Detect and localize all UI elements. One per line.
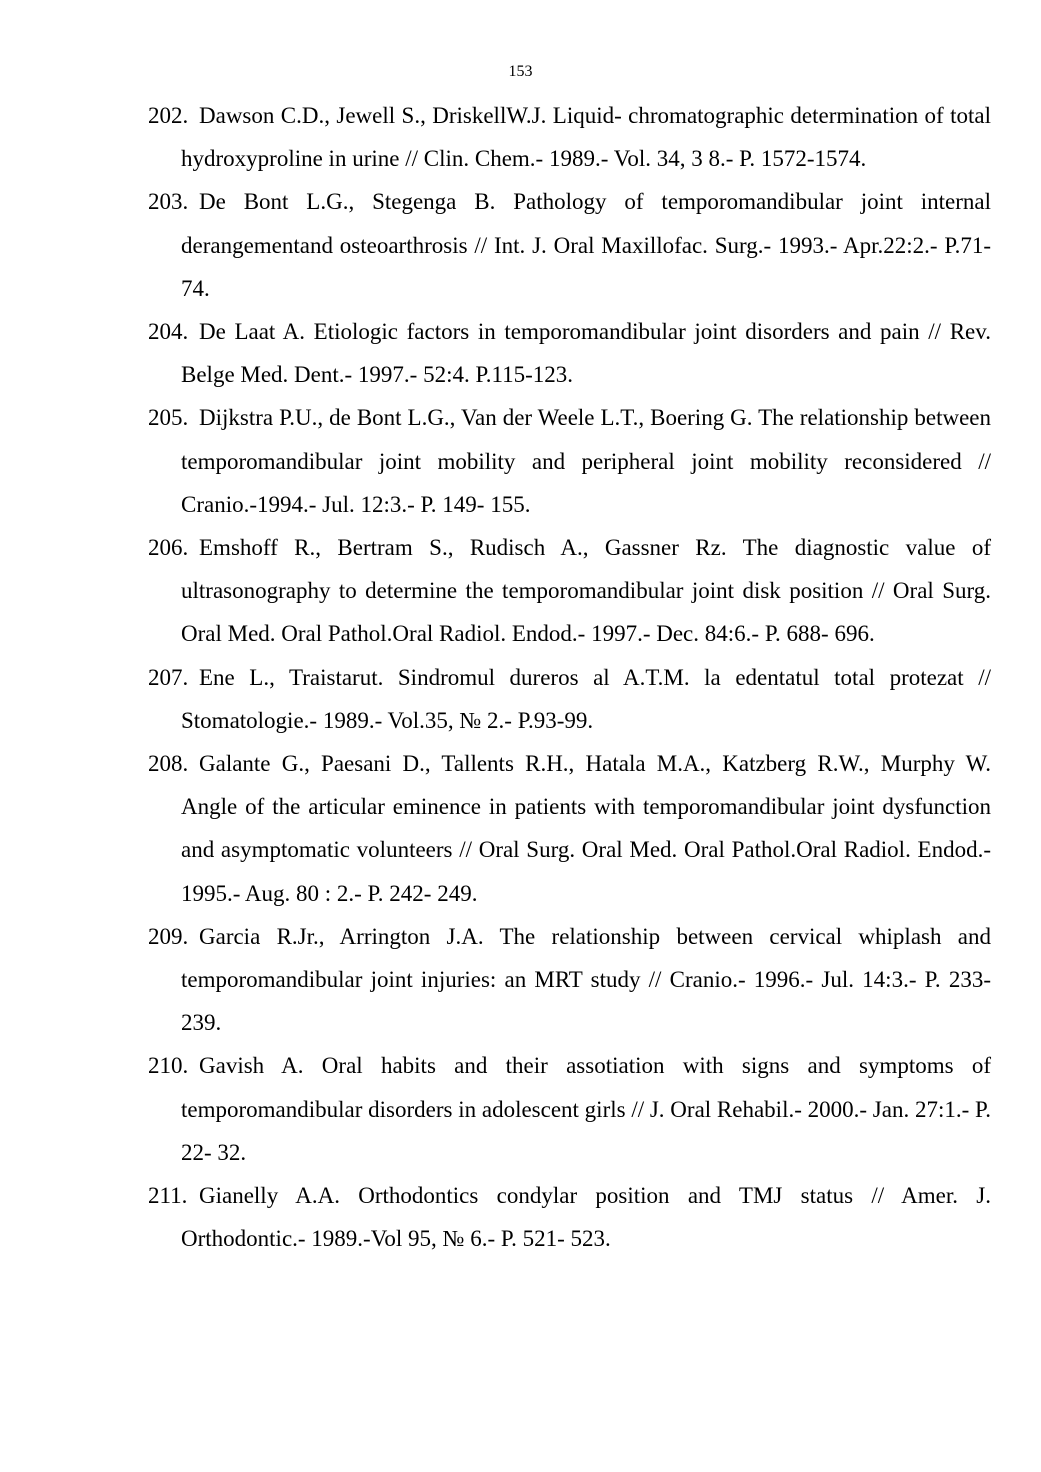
reference-number: 208. [148,751,189,777]
reference-item [148,656,991,742]
reference-item [148,1044,991,1174]
reference-number: 207. [148,664,189,690]
reference-text: Gianelly A.A. Orthodontics condylar position and TMJ status // Amer. J. Orthodontic.- 1989.-Vol 95, № 6.- P. 521- 523. [181,1183,991,1252]
reference-list [148,94,991,1260]
reference-text: Dawson C.D., Jewell S., DriskellW.J. Liquid- chromatographic determination of total hydroxyproline in urine // Clin. Chem.- 1989.- Vol. 34, 3 8.- P. 1572-1574. [181,103,991,172]
reference-text: Galante G., Paesani D., Tallents R.H., Hatala M.A., Katzberg R.W., Murphy W. Angle of the articular eminence in patients with temporomandibular joint dysfunction and asymptomatic volunteers // Oral Surg. Oral Med. Oral Pathol.Oral Radiol. Endod.- 1995.- Aug. 80 : 2.- P. 242- 249. [181,751,991,906]
reference-number: 205. [148,405,189,431]
reference-number: 202. [148,103,189,128]
reference-number: 209. [148,923,189,949]
reference-text: Garcia R.Jr., Arrington J.A. The relationship between cervical whiplash and temporomandibular joint injuries: an MRT study // Cranio.- 1996.- Jul. 14:3.- P. 233-239. [181,923,991,1036]
reference-item [148,526,991,656]
reference-text: Dijkstra P.U., de Bont L.G., Van der Weele L.T., Boering G. The relationship between temporomandibular joint mobility and peripheral joint mobility reconsidered // Cranio.-1994.- Jul. 12:3.- P. 149- 155. [181,405,991,517]
reference-item [148,180,991,310]
reference-number: 211. [148,1183,188,1209]
reference-number: 206. [148,535,189,561]
reference-item [148,1174,991,1260]
reference-item [148,396,991,526]
reference-item [148,742,991,915]
reference-text: De Laat A. Etiologic factors in temporomandibular joint disorders and pain // Rev. Belge Med. Dent.- 1997.- 52:4. P.115-123. [181,319,991,388]
reference-text: De Bont L.G., Stegenga B. Pathology of temporomandibular joint internal derangementand osteoarthrosis // Int. J. Oral Maxillofac. Surg.- 1993.- Apr.22:2.- P.71- 74. [181,189,991,301]
reference-text: Gavish A. Oral habits and their assotiation with signs and symptoms of temporomandibular disorders in adolescent girls // J. Oral Rehabil.- 2000.- Jan. 27:1.- P. 22- 32. [181,1053,991,1165]
reference-item [148,915,991,1045]
page-number: 153 [508,63,533,80]
reference-item [148,310,991,396]
reference-number: 204. [148,319,189,345]
reference-text: Emshoff R., Bertram S., Rudisch A., Gassner Rz. The diagnostic value of ultrasonography to determine the temporomandibular joint disk position // Oral Surg. Oral Med. Oral Pathol.Oral Radiol. Endod.- 1997.- Dec. 84:6.- P. 688- 696. [181,535,991,647]
reference-number: 210. [148,1053,189,1079]
reference-item [148,94,991,180]
reference-text: Ene L., Traistarut. Sindromul dureros al A.T.M. la edentatul total protezat // Stomatologie.- 1989.- Vol.35, № 2.- P.93-99. [181,664,991,733]
reference-number: 203. [148,189,189,215]
